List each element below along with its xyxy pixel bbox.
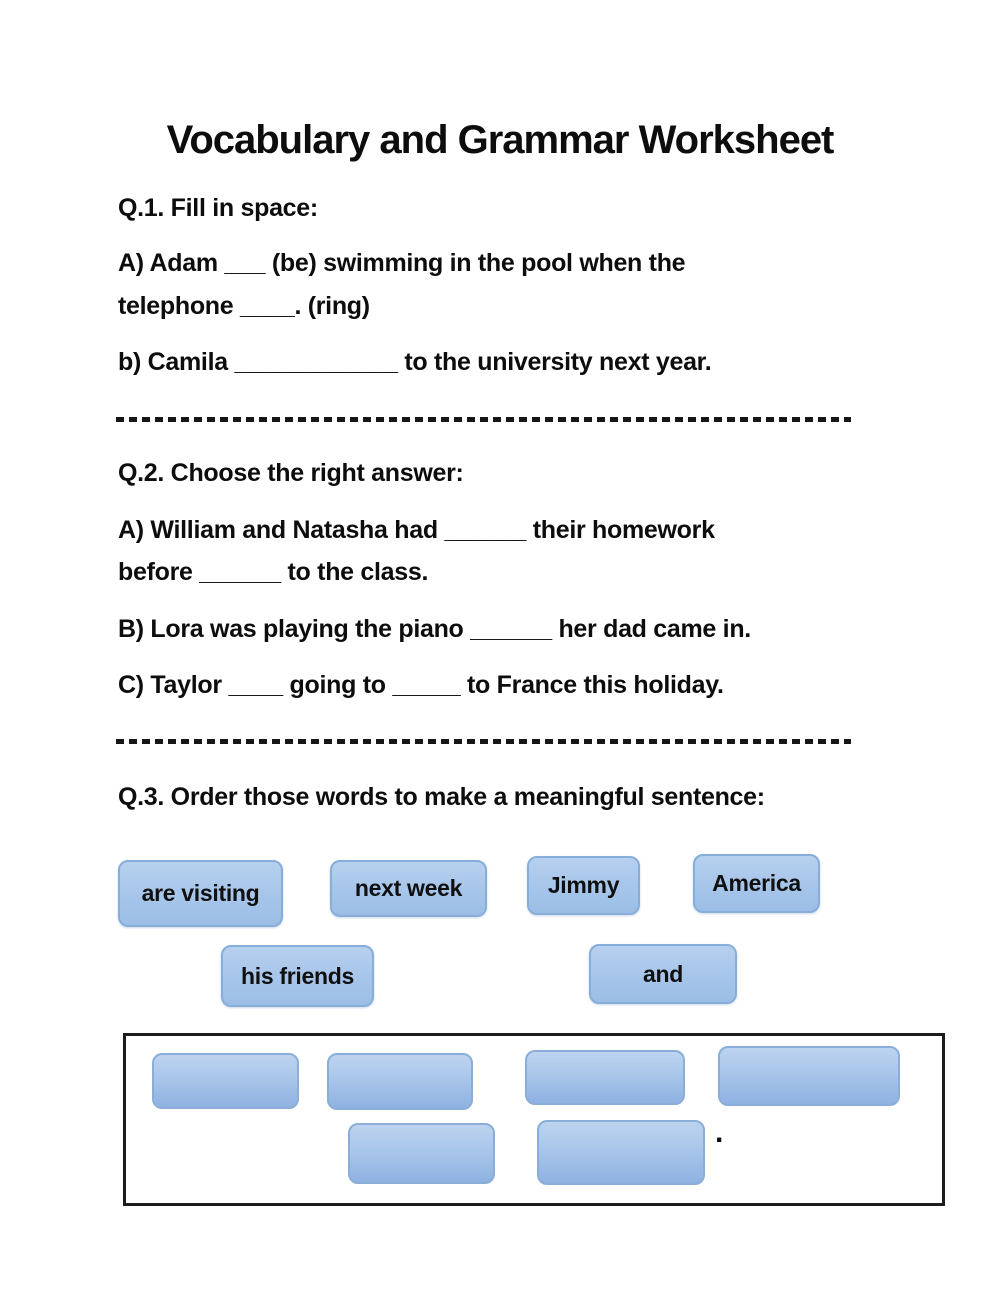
- q2-b-blank[interactable]: ______: [470, 615, 552, 643]
- q2-c-blank-2[interactable]: _____: [392, 671, 461, 699]
- q2-item-b: [118, 613, 751, 645]
- q2-a-text-pre: A) William and Natasha had: [118, 516, 445, 544]
- answer-slot-1[interactable]: [152, 1053, 299, 1109]
- word-chip-and[interactable]: and: [589, 944, 737, 1004]
- word-chip-his-friends[interactable]: his friends: [221, 945, 374, 1007]
- answer-box: [123, 1033, 945, 1206]
- answer-slot-2[interactable]: [327, 1053, 473, 1110]
- q2-b-text-pre: B) Lora was playing the piano: [118, 615, 471, 643]
- answer-slot-4[interactable]: [718, 1046, 900, 1106]
- word-chip-next-week[interactable]: next week: [330, 860, 487, 917]
- q2-a-blank-2[interactable]: ______: [199, 558, 281, 586]
- q1-heading: Q.1. Fill in space:: [118, 194, 318, 222]
- sentence-period: .: [715, 1116, 724, 1149]
- q2-item-a-line1: [118, 514, 715, 546]
- q1-a2-text-pre: telephone: [118, 292, 241, 320]
- q1-item-b: [118, 346, 711, 378]
- dashed-divider-1: [116, 417, 851, 422]
- q2-c-text-post: to France this holiday.: [460, 671, 724, 699]
- q1-b-blank[interactable]: ____________: [234, 348, 398, 376]
- q1-b-text-pre: b) Camila: [118, 348, 235, 376]
- answer-slot-5[interactable]: [348, 1123, 495, 1184]
- word-chip-america[interactable]: America: [693, 854, 820, 913]
- q2-a2-text-pre: before: [118, 558, 200, 586]
- q1-item-a-line2: [118, 290, 370, 322]
- q2-c-text-pre: C) Taylor: [118, 671, 229, 699]
- answer-slot-3[interactable]: [525, 1050, 685, 1105]
- q2-b-text-post: her dad came in.: [551, 615, 751, 643]
- q2-item-c: [118, 669, 724, 701]
- q1-a-blank-2[interactable]: ____: [240, 292, 295, 320]
- q2-a2-text-post: to the class.: [280, 558, 429, 586]
- q1-b-text-post: to the university next year.: [397, 348, 712, 376]
- q2-a-text-post: their homework: [526, 516, 715, 544]
- answer-slot-6[interactable]: [537, 1120, 705, 1185]
- q2-c-text-mid: going to: [282, 671, 393, 699]
- page-title: Vocabulary and Grammar Worksheet: [166, 118, 834, 162]
- q3-heading: Q.3. Order those words to make a meaningful sentence:: [118, 783, 765, 811]
- q2-item-a-line2: [118, 556, 428, 588]
- word-chip-are-visiting[interactable]: are visiting: [118, 860, 283, 927]
- q1-a-text-post: (be) swimming in the pool when the: [265, 249, 686, 277]
- q1-a-text-pre: A) Adam: [118, 249, 225, 277]
- q2-a-blank-1[interactable]: ______: [444, 516, 527, 544]
- q2-heading: Q.2. Choose the right answer:: [118, 459, 464, 487]
- q1-a-blank-1[interactable]: ___: [224, 249, 266, 277]
- q1-item-a-line1: [118, 247, 685, 279]
- q1-a2-text-post: . (ring): [294, 292, 370, 320]
- word-chip-jimmy[interactable]: Jimmy: [527, 856, 640, 915]
- q2-c-blank-1[interactable]: ____: [228, 671, 283, 699]
- dashed-divider-2: [116, 739, 851, 744]
